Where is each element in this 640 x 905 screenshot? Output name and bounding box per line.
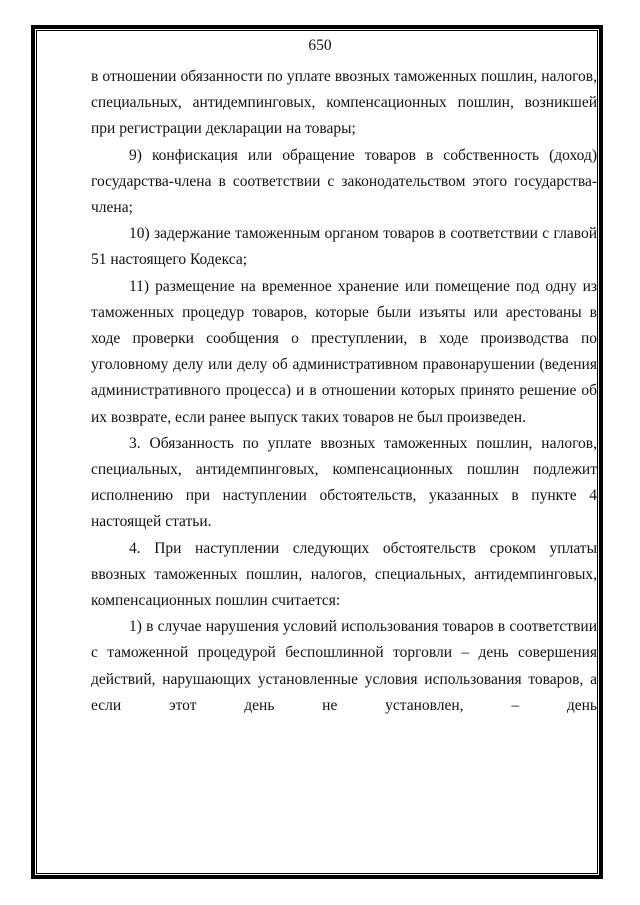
paragraph-clause-4-item-1: 1) в случае нарушения условий использования товаров в соответствии с таможенной процедурой беспошлинной торговли – день совершения действий, нарушающих установленные условия использования товаров, а если этот день не установлен, – день	[91, 618, 597, 714]
page-number: 650	[308, 37, 332, 54]
document-body	[91, 64, 597, 719]
paragraph-clause-3: 3. Обязанность по уплате ввозных таможенных пошлин, налогов, специальных, антидемпинговых, компенсационных пошлин подлежит исполнению при наступлении обстоятельств, указанных в пункте 4 настоящей статьи.	[91, 434, 597, 531]
paragraph-item-10: 10) задержание таможенным органом товаров в соответствии с главой 51 настоящего Кодекса;	[91, 225, 597, 269]
paragraph-item-11: 11) размещение на временное хранение или помещение под одну из таможенных процедур товаров, которые были изъяты или арестованы в ходе проверки сообщения о преступлении, в ходе производства по уголовному делу или делу об административном правонарушении (ведения административного процесса) и в отношении которых принято решение об их возврате, если ранее выпуск таких товаров не был произведен.	[91, 277, 597, 426]
paragraph-duty-continuation: в отношении обязанности по уплате ввозных таможенных пошлин, налогов, специальных, антидемпинговых, компенсационных пошлин, возникшей при регистрации декларации на товары;	[91, 68, 597, 138]
paragraph-clause-4: 4. При наступлении следующих обстоятельств сроком уплаты ввозных таможенных пошлин, налогов, специальных, антидемпинговых, компенсационных пошлин считается:	[91, 539, 597, 610]
paragraph-item-9: 9) конфискация или обращение товаров в собственность (доход) государства-члена в соответствии с законодательством этого государства-члена;	[91, 146, 597, 217]
